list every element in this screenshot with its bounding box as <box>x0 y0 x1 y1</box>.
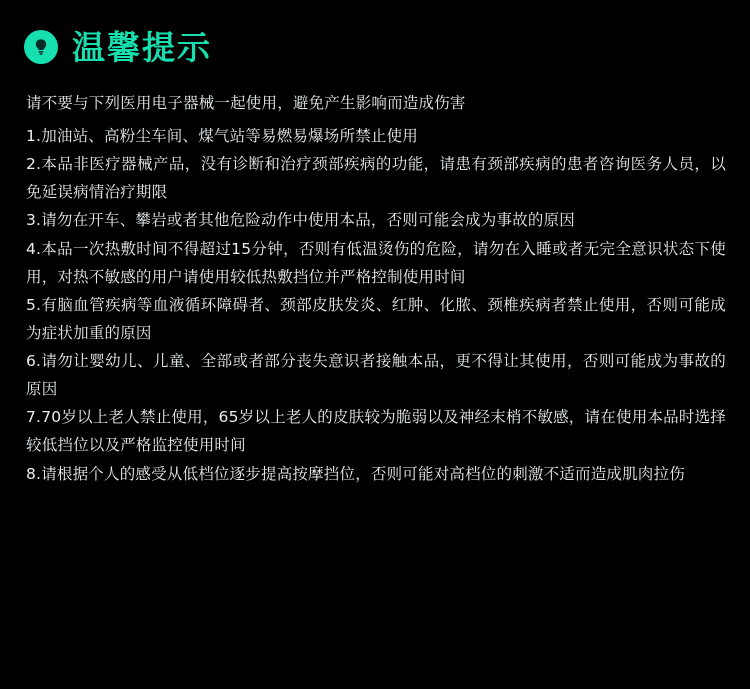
warning-list <box>24 123 726 489</box>
list-item: 6.请勿让婴幼儿、儿童、全部或者部分丧失意识者接触本品，更不得让其使用，否则可能成为事故的原因 <box>26 352 726 398</box>
list-item: 7.70岁以上老人禁止使用，65岁以上老人的皮肤较为脆弱以及神经末梢不敏感，请在使用本品时选择较低挡位以及严格监控使用时间 <box>26 408 726 455</box>
list-item: 4.本品一次热敷时间不得超过15分钟，否则有低温烫伤的危险，请勿在入睡或者无完全意识状态下使用，对热不敏感的用户请使用较低热敷挡位并严格控制使用时间 <box>26 239 726 286</box>
list-item: 3.请勿在开车、攀岩或者其他危险动作中使用本品，否则可能会成为事故的原因 <box>26 211 575 230</box>
lead-paragraph: 请不要与下列医用电子器械一起使用，避免产生影响而造成伤害 <box>26 94 466 112</box>
lightbulb-icon <box>24 30 58 64</box>
list-item: 8.请根据个人的感受从低档位逐步提高按摩挡位，否则可能对高档位的刺激不适而造成肌肉拉伤 <box>26 464 685 483</box>
list-item: 1.加油站、高粉尘车间、煤气站等易燃易爆场所禁止使用 <box>26 126 418 145</box>
page-header <box>24 27 726 67</box>
page-title: 温馨提示 <box>72 27 212 67</box>
list-item: 5.有脑血管疾病等血液循环障碍者、颈部皮肤发炎、红肿、化脓、颈椎疾病者禁止使用，否则可能成为症状加重的原因 <box>26 296 726 342</box>
list-item: 2.本品非医疗器械产品，没有诊断和治疗颈部疾病的功能，请患有颈部疾病的患者咨询医务人员，以免延误病情治疗期限 <box>26 155 726 201</box>
